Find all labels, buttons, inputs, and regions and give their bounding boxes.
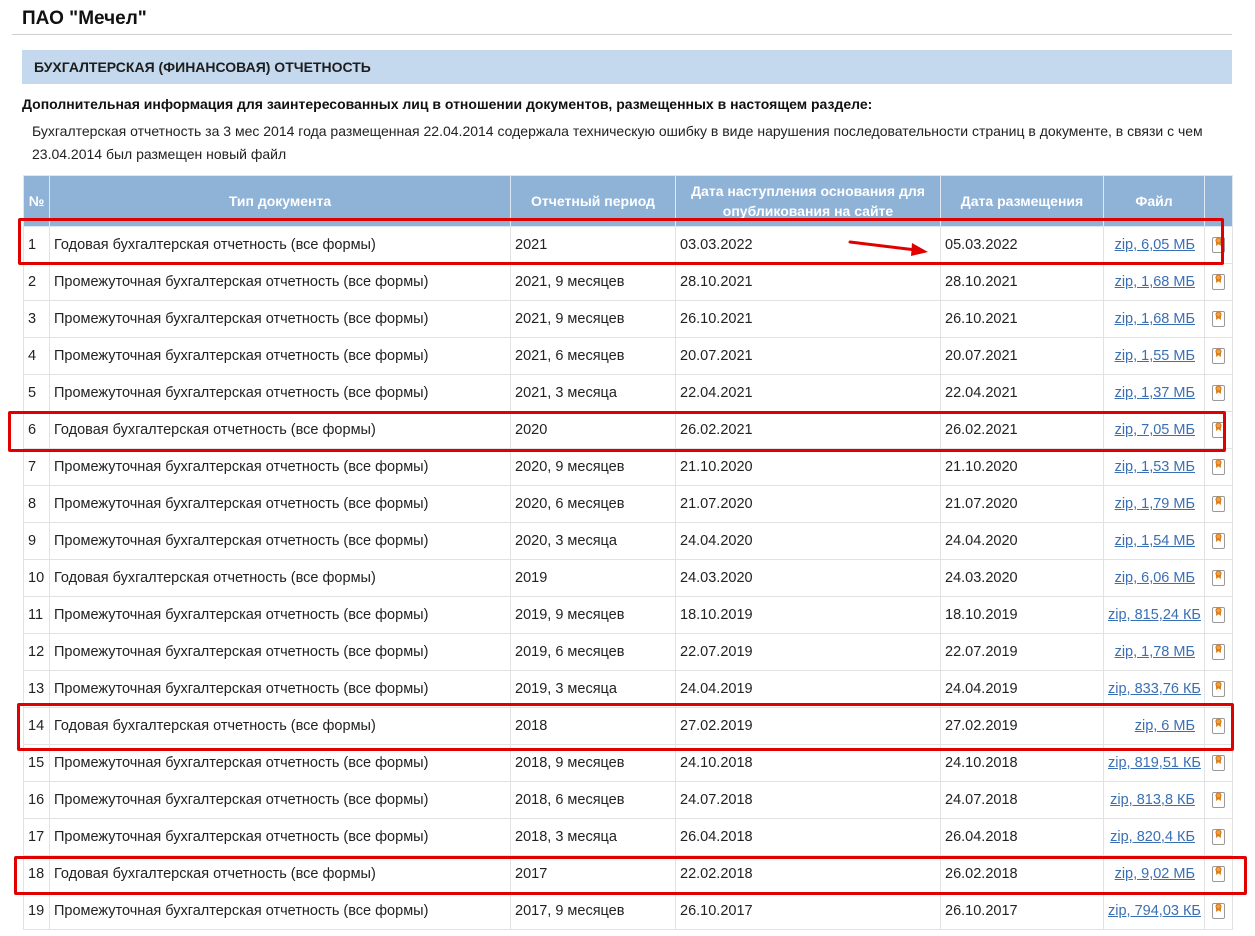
file-download-link[interactable]: zip, 1,78 МБ — [1114, 644, 1195, 660]
certificate-icon[interactable] — [1211, 606, 1227, 624]
column-header-basis-date: Дата наступления основания для опубликования на сайте — [676, 176, 941, 227]
cell-posted-date: 24.03.2020 — [941, 560, 1104, 597]
table-row — [24, 671, 1233, 708]
cell-num: 11 — [24, 597, 50, 634]
cell-signature — [1205, 449, 1233, 486]
cell-signature — [1205, 560, 1233, 597]
cell-basis-date: 22.07.2019 — [676, 634, 941, 671]
cell-posted-date: 24.07.2018 — [941, 782, 1104, 819]
file-download-link[interactable]: zip, 833,76 КБ — [1108, 681, 1201, 697]
cell-basis-date: 26.10.2021 — [676, 301, 941, 338]
cell-file — [1104, 634, 1205, 671]
certificate-icon[interactable] — [1211, 421, 1227, 439]
cell-period: 2019, 9 месяцев — [511, 597, 676, 634]
cell-file — [1104, 856, 1205, 893]
cell-file — [1104, 819, 1205, 856]
cell-basis-date: 22.02.2018 — [676, 856, 941, 893]
section-header — [22, 50, 1232, 84]
file-download-link[interactable]: zip, 1,68 МБ — [1114, 311, 1195, 327]
cell-document-type: Промежуточная бухгалтерская отчетность (все формы) — [50, 375, 511, 412]
cell-period: 2021, 3 месяца — [511, 375, 676, 412]
cell-basis-date: 20.07.2021 — [676, 338, 941, 375]
cell-file — [1104, 782, 1205, 819]
certificate-icon[interactable] — [1211, 569, 1227, 587]
cell-num: 10 — [24, 560, 50, 597]
table-header-row — [24, 176, 1233, 227]
cell-basis-date: 26.02.2021 — [676, 412, 941, 449]
cell-file — [1104, 412, 1205, 449]
cell-document-type: Годовая бухгалтерская отчетность (все формы) — [50, 560, 511, 597]
table-row — [24, 745, 1233, 782]
table-row — [24, 893, 1233, 930]
cell-document-type: Промежуточная бухгалтерская отчетность (все формы) — [50, 523, 511, 560]
cell-posted-date: 26.02.2021 — [941, 412, 1104, 449]
cell-document-type: Годовая бухгалтерская отчетность (все формы) — [50, 708, 511, 745]
cell-period: 2018, 9 месяцев — [511, 745, 676, 782]
cell-posted-date: 18.10.2019 — [941, 597, 1104, 634]
cell-document-type: Промежуточная бухгалтерская отчетность (все формы) — [50, 634, 511, 671]
cell-signature — [1205, 375, 1233, 412]
cell-signature — [1205, 412, 1233, 449]
cell-document-type: Годовая бухгалтерская отчетность (все формы) — [50, 227, 511, 264]
file-download-link[interactable]: zip, 815,24 КБ — [1108, 607, 1201, 623]
cell-basis-date: 24.04.2019 — [676, 671, 941, 708]
cell-basis-date: 27.02.2019 — [676, 708, 941, 745]
cell-document-type: Годовая бухгалтерская отчетность (все формы) — [50, 412, 511, 449]
table-row — [24, 819, 1233, 856]
cell-document-type: Годовая бухгалтерская отчетность (все формы) — [50, 856, 511, 893]
cell-document-type: Промежуточная бухгалтерская отчетность (все формы) — [50, 338, 511, 375]
cell-file — [1104, 597, 1205, 634]
cell-file — [1104, 893, 1205, 930]
certificate-icon[interactable] — [1211, 680, 1227, 698]
cell-period: 2020 — [511, 412, 676, 449]
cell-posted-date: 26.10.2021 — [941, 301, 1104, 338]
certificate-icon[interactable] — [1211, 532, 1227, 550]
cell-basis-date: 26.04.2018 — [676, 819, 941, 856]
cell-file — [1104, 560, 1205, 597]
section-title: БУХГАЛТЕРСКАЯ (ФИНАНСОВАЯ) ОТЧЕТНОСТЬ — [34, 59, 371, 75]
cell-num: 18 — [24, 856, 50, 893]
cell-signature — [1205, 227, 1233, 264]
cell-file — [1104, 449, 1205, 486]
cell-document-type: Промежуточная бухгалтерская отчетность (все формы) — [50, 671, 511, 708]
cell-basis-date: 24.03.2020 — [676, 560, 941, 597]
cell-signature — [1205, 893, 1233, 930]
cell-period: 2020, 6 месяцев — [511, 486, 676, 523]
certificate-icon[interactable] — [1211, 643, 1227, 661]
file-download-link[interactable]: zip, 820,4 КБ — [1110, 829, 1195, 845]
table-row — [24, 449, 1233, 486]
cell-posted-date: 21.07.2020 — [941, 486, 1104, 523]
table-row — [24, 264, 1233, 301]
cell-basis-date: 18.10.2019 — [676, 597, 941, 634]
column-header-type: Тип документа — [50, 176, 511, 227]
cell-file — [1104, 486, 1205, 523]
cell-signature — [1205, 708, 1233, 745]
cell-posted-date: 24.10.2018 — [941, 745, 1104, 782]
cell-period: 2020, 9 месяцев — [511, 449, 676, 486]
cell-signature — [1205, 338, 1233, 375]
table-row — [24, 634, 1233, 671]
certificate-icon[interactable] — [1211, 902, 1227, 920]
cell-file — [1104, 671, 1205, 708]
cell-document-type: Промежуточная бухгалтерская отчетность (все формы) — [50, 301, 511, 338]
table-row — [24, 597, 1233, 634]
certificate-icon[interactable] — [1211, 865, 1227, 883]
documents-table — [23, 175, 1233, 930]
cell-num: 15 — [24, 745, 50, 782]
cell-document-type: Промежуточная бухгалтерская отчетность (все формы) — [50, 819, 511, 856]
certificate-icon[interactable] — [1211, 273, 1227, 291]
file-download-link[interactable]: zip, 6,06 МБ — [1114, 570, 1195, 586]
cell-posted-date: 27.02.2019 — [941, 708, 1104, 745]
file-download-link[interactable]: zip, 1,53 МБ — [1114, 459, 1195, 475]
column-header-num: № — [24, 176, 50, 227]
cell-signature — [1205, 671, 1233, 708]
arrow-right-icon — [848, 236, 930, 258]
column-header-file: Файл — [1104, 176, 1205, 227]
file-download-link[interactable]: zip, 9,02 МБ — [1114, 866, 1195, 882]
certificate-icon[interactable] — [1211, 717, 1227, 735]
info-text: Бухгалтерская отчетность за 3 мес 2014 года размещенная 22.04.2014 содержала техническую ошибку в виде нарушения последовательности страниц в документе, в связи с чем 23.04.2014 был размещен новый файл — [32, 123, 1203, 162]
cell-period: 2018 — [511, 708, 676, 745]
cell-period: 2019 — [511, 560, 676, 597]
cell-posted-date: 24.04.2019 — [941, 671, 1104, 708]
cell-num: 1 — [24, 227, 50, 264]
cell-basis-date: 22.04.2021 — [676, 375, 941, 412]
cell-file — [1104, 523, 1205, 560]
table-row — [24, 708, 1233, 745]
cell-posted-date: 05.03.2022 — [941, 227, 1104, 264]
cell-posted-date: 26.02.2018 — [941, 856, 1104, 893]
info-title: Дополнительная информация для заинтересованных лиц в отношении документов, размещенных в настоящем разделе: — [22, 96, 873, 112]
cell-period: 2021, 6 месяцев — [511, 338, 676, 375]
cell-posted-date: 22.04.2021 — [941, 375, 1104, 412]
file-download-link[interactable]: zip, 1,55 МБ — [1114, 348, 1195, 364]
column-header-signature — [1205, 176, 1233, 227]
cell-num: 9 — [24, 523, 50, 560]
cell-basis-date: 24.10.2018 — [676, 745, 941, 782]
certificate-icon[interactable] — [1211, 458, 1227, 476]
cell-posted-date: 24.04.2020 — [941, 523, 1104, 560]
column-header-posted-date: Дата размещения — [941, 176, 1104, 227]
title-divider — [12, 34, 1232, 35]
cell-signature — [1205, 486, 1233, 523]
cell-signature — [1205, 782, 1233, 819]
table-row — [24, 486, 1233, 523]
cell-num: 17 — [24, 819, 50, 856]
cell-period: 2018, 6 месяцев — [511, 782, 676, 819]
cell-file — [1104, 227, 1205, 264]
cell-num: 4 — [24, 338, 50, 375]
cell-signature — [1205, 301, 1233, 338]
table-row — [24, 301, 1233, 338]
file-download-link[interactable]: zip, 6 МБ — [1134, 718, 1195, 734]
cell-signature — [1205, 523, 1233, 560]
table-row — [24, 227, 1233, 264]
cell-posted-date: 26.04.2018 — [941, 819, 1104, 856]
cell-document-type: Промежуточная бухгалтерская отчетность (все формы) — [50, 745, 511, 782]
certificate-icon[interactable] — [1211, 754, 1227, 772]
cell-num: 16 — [24, 782, 50, 819]
cell-num: 13 — [24, 671, 50, 708]
certificate-icon[interactable] — [1211, 495, 1227, 513]
cell-document-type: Промежуточная бухгалтерская отчетность (все формы) — [50, 264, 511, 301]
cell-posted-date: 22.07.2019 — [941, 634, 1104, 671]
cell-period: 2021 — [511, 227, 676, 264]
cell-num: 6 — [24, 412, 50, 449]
cell-period: 2021, 9 месяцев — [511, 301, 676, 338]
column-header-period: Отчетный период — [511, 176, 676, 227]
file-download-link[interactable]: zip, 6,05 МБ — [1114, 237, 1195, 253]
cell-period: 2019, 6 месяцев — [511, 634, 676, 671]
cell-basis-date: 21.10.2020 — [676, 449, 941, 486]
cell-num: 7 — [24, 449, 50, 486]
cell-basis-date: 24.07.2018 — [676, 782, 941, 819]
cell-period: 2017 — [511, 856, 676, 893]
cell-period: 2021, 9 месяцев — [511, 264, 676, 301]
cell-basis-date: 28.10.2021 — [676, 264, 941, 301]
certificate-icon[interactable] — [1211, 791, 1227, 809]
file-download-link[interactable]: zip, 1,54 МБ — [1114, 533, 1195, 549]
cell-file — [1104, 301, 1205, 338]
cell-file — [1104, 338, 1205, 375]
cell-file — [1104, 264, 1205, 301]
cell-period: 2017, 9 месяцев — [511, 893, 676, 930]
cell-signature — [1205, 856, 1233, 893]
cell-basis-date: 03.03.2022 — [676, 227, 941, 264]
cell-file — [1104, 375, 1205, 412]
company-name: ПАО "Мечел" — [22, 8, 147, 29]
certificate-icon[interactable] — [1211, 347, 1227, 365]
file-download-link[interactable]: zip, 813,8 КБ — [1110, 792, 1195, 808]
cell-num: 8 — [24, 486, 50, 523]
file-download-link[interactable]: zip, 1,68 МБ — [1114, 274, 1195, 290]
table-row — [24, 523, 1233, 560]
table-row — [24, 560, 1233, 597]
certificate-icon[interactable] — [1211, 236, 1227, 254]
table-row — [24, 412, 1233, 449]
cell-document-type: Промежуточная бухгалтерская отчетность (все формы) — [50, 782, 511, 819]
cell-num: 2 — [24, 264, 50, 301]
cell-signature — [1205, 819, 1233, 856]
table-row — [24, 782, 1233, 819]
cell-period: 2019, 3 месяца — [511, 671, 676, 708]
cell-posted-date: 20.07.2021 — [941, 338, 1104, 375]
file-download-link[interactable]: zip, 1,79 МБ — [1114, 496, 1195, 512]
cell-document-type: Промежуточная бухгалтерская отчетность (все формы) — [50, 486, 511, 523]
cell-document-type: Промежуточная бухгалтерская отчетность (все формы) — [50, 597, 511, 634]
cell-signature — [1205, 597, 1233, 634]
cell-signature — [1205, 264, 1233, 301]
cell-num: 12 — [24, 634, 50, 671]
table-row — [24, 338, 1233, 375]
file-download-link[interactable]: zip, 7,05 МБ — [1114, 422, 1195, 438]
cell-posted-date: 21.10.2020 — [941, 449, 1104, 486]
file-download-link[interactable]: zip, 1,37 МБ — [1114, 385, 1195, 401]
cell-basis-date: 24.04.2020 — [676, 523, 941, 560]
cell-num: 14 — [24, 708, 50, 745]
cell-signature — [1205, 745, 1233, 782]
cell-basis-date: 21.07.2020 — [676, 486, 941, 523]
cell-signature — [1205, 634, 1233, 671]
cell-num: 3 — [24, 301, 50, 338]
cell-file — [1104, 745, 1205, 782]
cell-posted-date: 26.10.2017 — [941, 893, 1104, 930]
file-download-link[interactable]: zip, 819,51 КБ — [1108, 755, 1201, 771]
cell-num: 5 — [24, 375, 50, 412]
certificate-icon[interactable] — [1211, 310, 1227, 328]
certificate-icon[interactable] — [1211, 828, 1227, 846]
cell-basis-date: 26.10.2017 — [676, 893, 941, 930]
cell-file — [1104, 708, 1205, 745]
cell-num: 19 — [24, 893, 50, 930]
cell-document-type: Промежуточная бухгалтерская отчетность (все формы) — [50, 449, 511, 486]
table-row — [24, 375, 1233, 412]
cell-period: 2020, 3 месяца — [511, 523, 676, 560]
cell-period: 2018, 3 месяца — [511, 819, 676, 856]
cell-document-type: Промежуточная бухгалтерская отчетность (все формы) — [50, 893, 511, 930]
cell-posted-date: 28.10.2021 — [941, 264, 1104, 301]
certificate-icon[interactable] — [1211, 384, 1227, 402]
table-row — [24, 856, 1233, 893]
file-download-link[interactable]: zip, 794,03 КБ — [1108, 903, 1201, 919]
